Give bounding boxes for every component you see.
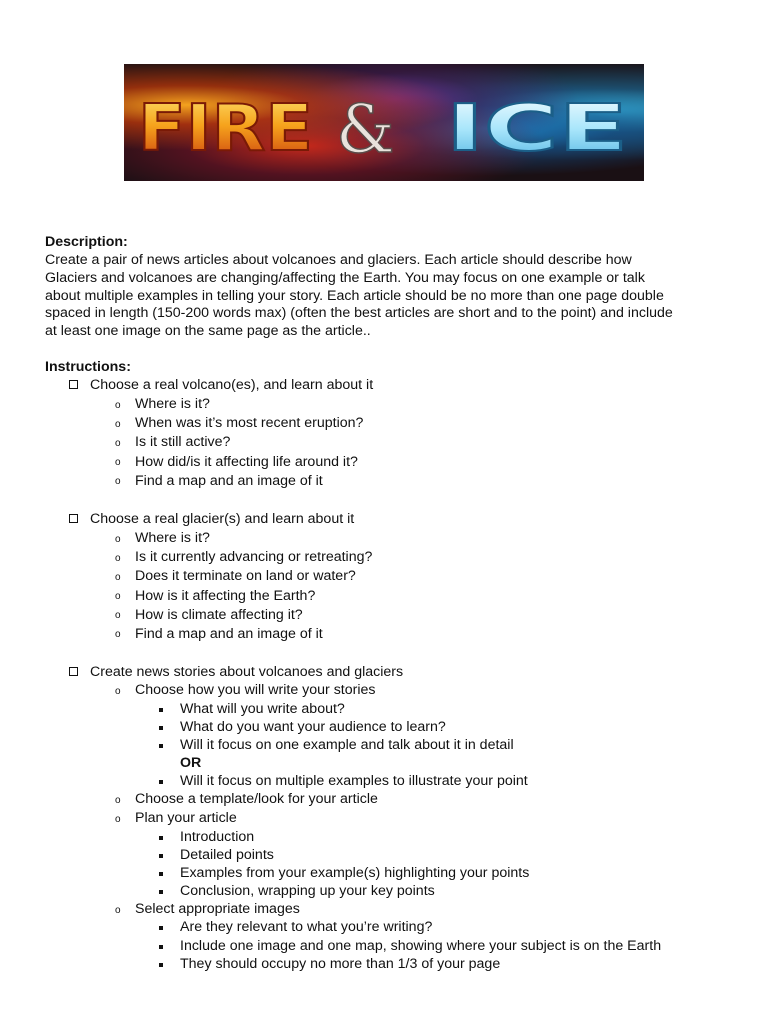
circle-bullet-icon: o [115,476,121,487]
square-bullet-icon [159,780,163,784]
news-subitem: Are they relevant to what you’re writing? [180,919,433,935]
section-glacier-label: Choose a real glacier(s) and learn about it [90,511,355,527]
square-bullet-icon [159,926,163,930]
circle-bullet-icon: o [115,610,121,621]
news-subitem: Conclusion, wrapping up your key points [180,883,435,899]
description-line-3: about multiple examples in telling your story. Each article should be no more than one page double [45,288,664,304]
circle-bullet-icon: o [115,629,121,640]
description-line-2: Glaciers and volcanoes are changing/affecting the Earth. You may focus on one example or talk [45,270,645,286]
circle-bullet-icon: o [115,534,121,545]
square-bullet-icon [159,836,163,840]
news-subitem: Introduction [180,829,255,845]
square-bullet-icon [159,854,163,858]
volcano-item: Is it still active? [135,434,231,450]
square-bullet-icon [159,963,163,967]
glacier-item: Find a map and an image of it [135,626,323,642]
or-label: OR [180,755,202,771]
checkbox-icon [69,380,78,389]
circle-bullet-icon: o [115,553,121,564]
news-subitem: Include one image and one map, showing where your subject is on the Earth [180,938,662,954]
circle-bullet-icon: o [115,686,121,697]
glacier-item: Where is it? [135,530,210,546]
glacier-item: How is it affecting the Earth? [135,588,316,604]
description-line-1: Create a pair of news articles about volcanoes and glaciers. Each article should describe how [45,252,632,268]
square-bullet-icon [159,744,163,748]
volcano-item: When was it’s most recent eruption? [135,415,364,431]
glacier-item: Is it currently advancing or retreating? [135,549,373,565]
news-item: Select appropriate images [135,901,300,917]
square-bullet-icon [159,726,163,730]
banner-word-ice: ICE [446,92,628,166]
circle-bullet-icon: o [115,419,121,430]
news-subitem: What do you want your audience to learn? [180,719,446,735]
news-subitem: Examples from your example(s) highlighting your points [180,865,530,881]
square-bullet-icon [159,890,163,894]
banner-lettering [124,64,644,181]
checkbox-icon [69,667,78,676]
news-subitem: Detailed points [180,847,274,863]
circle-bullet-icon: o [115,905,121,916]
glacier-item: How is climate affecting it? [135,607,303,623]
circle-bullet-icon: o [115,400,121,411]
news-subitem: Will it focus on one example and talk about it in detail [180,737,514,753]
circle-bullet-icon: o [115,795,121,806]
news-item: Choose how you will write your stories [135,682,376,698]
circle-bullet-icon: o [115,438,121,449]
volcano-item: How did/is it affecting life around it? [135,454,358,470]
instructions-heading: Instructions: [45,359,131,375]
volcano-item: Find a map and an image of it [135,473,323,489]
news-subitem: Will it focus on multiple examples to illustrate your point [180,773,528,789]
fire-and-ice-banner [124,64,644,181]
square-bullet-icon [159,708,163,712]
circle-bullet-icon: o [115,457,121,468]
square-bullet-icon [159,872,163,876]
news-item: Choose a template/look for your article [135,791,378,807]
news-subitem: They should occupy no more than 1/3 of your page [180,956,501,972]
volcano-item: Where is it? [135,396,210,412]
banner-word-fire: FIRE [138,92,313,166]
circle-bullet-icon: o [115,572,121,583]
glacier-item: Does it terminate on land or water? [135,568,356,584]
banner-ampersand: & [336,91,395,168]
section-news-label: Create news stories about volcanoes and glaciers [90,664,404,680]
square-bullet-icon [159,945,163,949]
circle-bullet-icon: o [115,591,121,602]
description-line-5: at least one image on the same page as the article.. [45,323,371,339]
description-heading: Description: [45,234,128,250]
circle-bullet-icon: o [115,814,121,825]
news-subitem: What will you write about? [180,701,345,717]
news-item: Plan your article [135,810,237,826]
checkbox-icon [69,514,78,523]
description-line-4: spaced in length (150-200 words max) (often the best articles are short and to the point) and include [45,305,673,321]
section-volcano-label: Choose a real volcano(es), and learn about it [90,377,374,393]
